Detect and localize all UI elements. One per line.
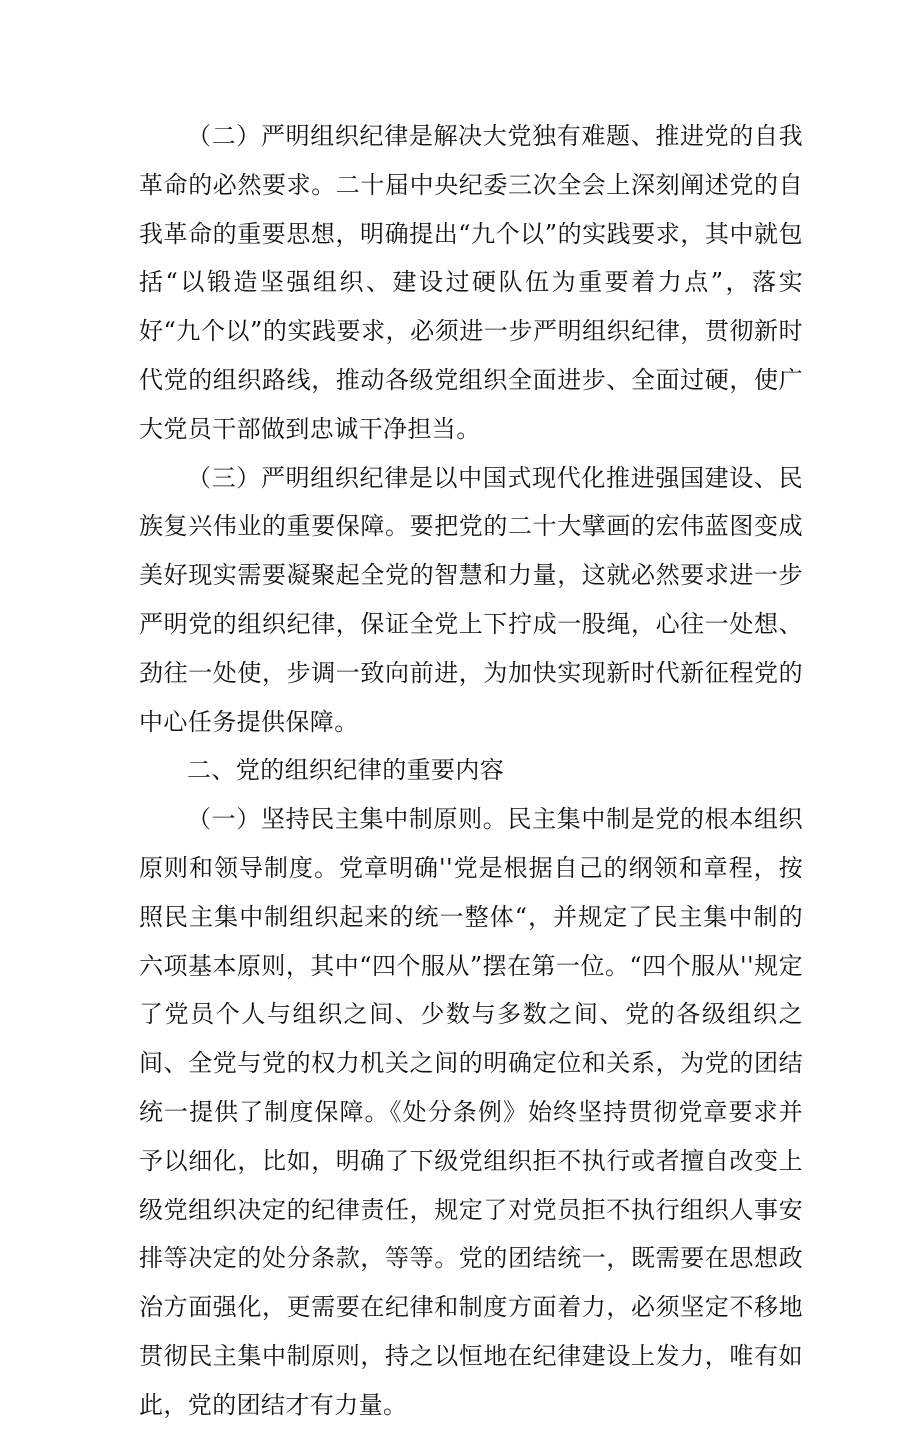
paragraph-section-one-point-three: （三）严明组织纪律是以中国式现代化推进强国建设、民族复兴伟业的重要保障。要把党的二十大擘画的宏伟蓝图变成美好现实需要凝聚起全党的智慧和力量，这就必然要求进一步严明党的组织纪律，保证全党上下拧成一股绳，心往一处想、劲往一处使，步调一致向前进，为加快实现新时代新征程党的中心任务提供保障。	[139, 463, 803, 736]
document-body	[139, 112, 803, 1430]
section-heading: 二、党的组织纪律的重要内容	[187, 756, 505, 785]
paragraph-section-one-point-two: （二）严明组织纪律是解决大党独有难题、推进党的自我革命的必然要求。二十届中央纪委三次全会上深刻阐述党的自我革命的重要思想，明确提出“九个以”的实践要求，其中就包括“以锻造坚强组织、建设过硬队伍为重要着力点”，落实好“九个以”的实践要求，必须进一步严明组织纪律，贯彻新时代党的组织路线，推动各级党组织全面进步、全面过硬，使广大党员干部做到忠诚干净担当。	[139, 122, 803, 443]
paragraph-section-two-point-one: （一）坚持民主集中制原则。民主集中制是党的根本组织原则和领导制度。党章明确''党是根据自己的纲领和章程，按照民主集中制组织起来的统一整体“，并规定了民主集中制的六项基本原则，其中“四个服从”摆在第一位。“四个服从''规定了党员个人与组织之间、少数与多数之间、党的各级组织之间、全党与党的权力机关之间的明确定位和关系，为党的团结统一提供了制度保障。《处分条例》始终坚持贯彻党章要求并予以细化，比如，明确了下级党组织拒不执行或者擅自改变上级党组织决定的纪律责任，规定了对党员拒不执行组织人事安排等决定的处分条款，等等。党的团结统一，既需要在思想政治方面强化，更需要在纪律和制度方面着力，必须坚定不移地贯彻民主集中制原则，持之以恒地在纪律建设上发力，唯有如此，党的团结才有力量。	[139, 805, 803, 1419]
